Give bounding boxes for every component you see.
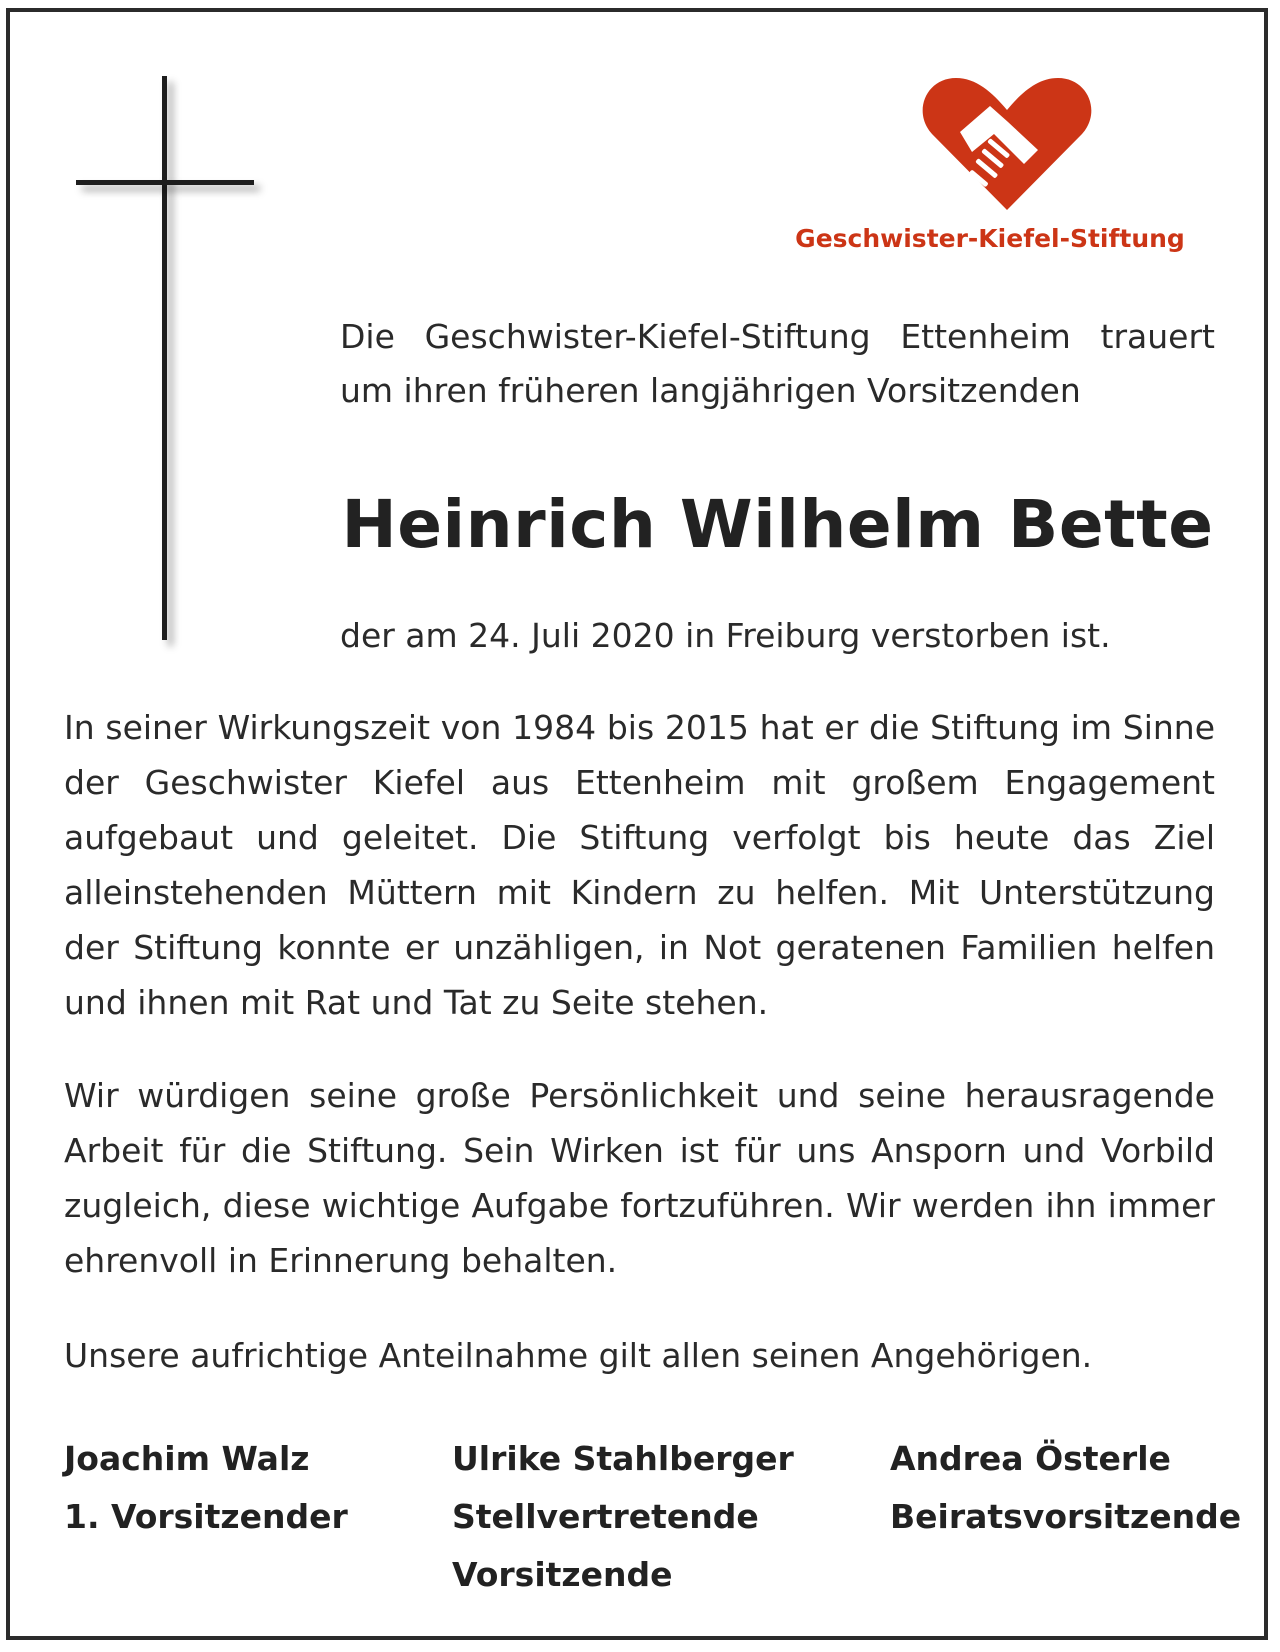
signatory-1 [64,1430,348,1546]
death-note: der am 24. Juli 2020 in Freiburg verstorben ist. [340,616,1111,655]
signatory-role: Beiratsvorsitzende [890,1497,1242,1536]
paragraph-tribute: Wir würdigen seine große Persönlichkeit und seine herausragende Arbeit für die Stiftung. Sein Wirken ist für uns Ansporn und Vorbild zugleich, diese wichtige Aufgabe fortzuführen. Wir werden ihn immer ehrenvoll in Erinnerung behalten. [64,1076,1215,1280]
signatory-2 [452,1430,794,1604]
foundation-name: Geschwister-Kiefel-Stiftung [795,224,1185,253]
signatory-3 [890,1430,1241,1546]
signatory-name: Ulrike Stahlberger [452,1439,794,1478]
heart-hands-icon [920,72,1095,212]
cross-icon-horizontal [76,180,254,185]
paragraph-work: In seiner Wirkungszeit von 1984 bis 2015 hat er die Stiftung im Sinne der Geschwister Kiefel aus Ettenheim mit großem Engagement aufgebaut und geleitet. Die Stiftung verfolgt bis heute das Ziel alleinstehenden Müttern mit Kindern zu helfen. Mit Unterstützung der Stiftung konnte er unzähligen, in Not geratenen Familien helfen und ihnen mit Rat und Tat zu Seite stehen. [64,708,1215,1022]
signatory-name: Joachim Walz [64,1439,310,1478]
signatory-name: Andrea Österle [890,1439,1171,1478]
intro-line-2: um ihren früheren langjährigen Vorsitzenden [340,371,1081,410]
cross-icon-vertical [162,76,167,640]
intro-text [340,310,1215,418]
deceased-name: Heinrich Wilhelm Bette [341,486,1214,563]
signatory-role: 1. Vorsitzender [64,1497,348,1536]
signatory-role: Stellvertretende [452,1497,759,1536]
paragraph-condolence: Unsere aufrichtige Anteilnahme gilt allen seinen Angehörigen. [64,1336,1093,1375]
intro-line-1: Die Geschwister-Kiefel-Stiftung Ettenheim trauert [340,317,1215,356]
signatory-role-cont: Vorsitzende [452,1555,673,1594]
